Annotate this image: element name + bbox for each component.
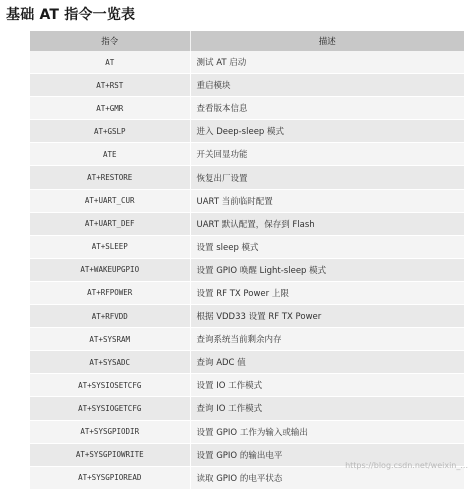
description-cell: 设置 GPIO 唤醒 Light-sleep 模式 — [190, 258, 464, 281]
table-row — [30, 328, 464, 351]
command-cell: AT+GMR — [30, 97, 190, 120]
column-header-description: 描述 — [190, 31, 464, 51]
description-cell: 设置 IO 工作模式 — [190, 374, 464, 397]
command-cell: AT+SYSGPIODIR — [30, 420, 190, 443]
description-cell: 恢复出厂设置 — [190, 166, 464, 189]
page-title: 基础 AT 指令一览表 — [6, 7, 136, 23]
table-row — [30, 258, 464, 281]
command-cell: AT+RFVDD — [30, 305, 190, 328]
command-cell: AT+SYSGPIOREAD — [30, 466, 190, 489]
description-cell: UART 默认配置，保存到 Flash — [190, 212, 464, 235]
table-row — [30, 420, 464, 443]
description-cell: 查看版本信息 — [190, 97, 464, 120]
table-row — [30, 97, 464, 120]
description-cell: 设置 RF TX Power 上限 — [190, 281, 464, 304]
description-cell: 设置 sleep 模式 — [190, 235, 464, 258]
column-header-command: 指令 — [30, 31, 190, 51]
description-cell: 开关回显功能 — [190, 143, 464, 166]
table-row — [30, 143, 464, 166]
table-row — [30, 281, 464, 304]
command-cell: AT+RESTORE — [30, 166, 190, 189]
description-cell: 重启模块 — [190, 74, 464, 97]
description-cell: 设置 GPIO 的输出电平 — [190, 443, 464, 466]
command-cell: AT+UART_CUR — [30, 189, 190, 212]
table-row — [30, 351, 464, 374]
command-cell: AT+SYSIOSETCFG — [30, 374, 190, 397]
description-cell: 查询系统当前剩余内存 — [190, 328, 464, 351]
command-cell: AT+WAKEUPGPIO — [30, 258, 190, 281]
command-cell: AT — [30, 51, 190, 74]
table-header-row — [30, 31, 464, 51]
table-row — [30, 212, 464, 235]
description-cell: 进入 Deep-sleep 模式 — [190, 120, 464, 143]
table-row — [30, 51, 464, 74]
table-row — [30, 189, 464, 212]
command-cell: AT+GSLP — [30, 120, 190, 143]
description-cell: 查询 ADC 值 — [190, 351, 464, 374]
command-cell: AT+SYSRAM — [30, 328, 190, 351]
watermark: https://blog.csdn.net/weixin_... — [345, 461, 468, 470]
command-cell: AT+UART_DEF — [30, 212, 190, 235]
table-row — [30, 166, 464, 189]
description-cell: 读取 GPIO 的电平状态 — [190, 466, 464, 489]
table-row — [30, 120, 464, 143]
command-cell: AT+RFPOWER — [30, 281, 190, 304]
description-cell: UART 当前临时配置 — [190, 189, 464, 212]
at-command-table — [30, 31, 464, 490]
table-row — [30, 374, 464, 397]
description-cell: 查询 IO 工作模式 — [190, 397, 464, 420]
command-cell: AT+RST — [30, 74, 190, 97]
command-cell: AT+SYSIOGETCFG — [30, 397, 190, 420]
command-cell: AT+SYSGPIOWRITE — [30, 443, 190, 466]
table-row — [30, 305, 464, 328]
description-cell: 根据 VDD33 设置 RF TX Power — [190, 305, 464, 328]
command-cell: ATE — [30, 143, 190, 166]
command-cell: AT+SLEEP — [30, 235, 190, 258]
table-row — [30, 397, 464, 420]
command-cell: AT+SYSADC — [30, 351, 190, 374]
description-cell: 测试 AT 启动 — [190, 51, 464, 74]
table-row — [30, 235, 464, 258]
table-row — [30, 74, 464, 97]
description-cell: 设置 GPIO 工作为输入或输出 — [190, 420, 464, 443]
